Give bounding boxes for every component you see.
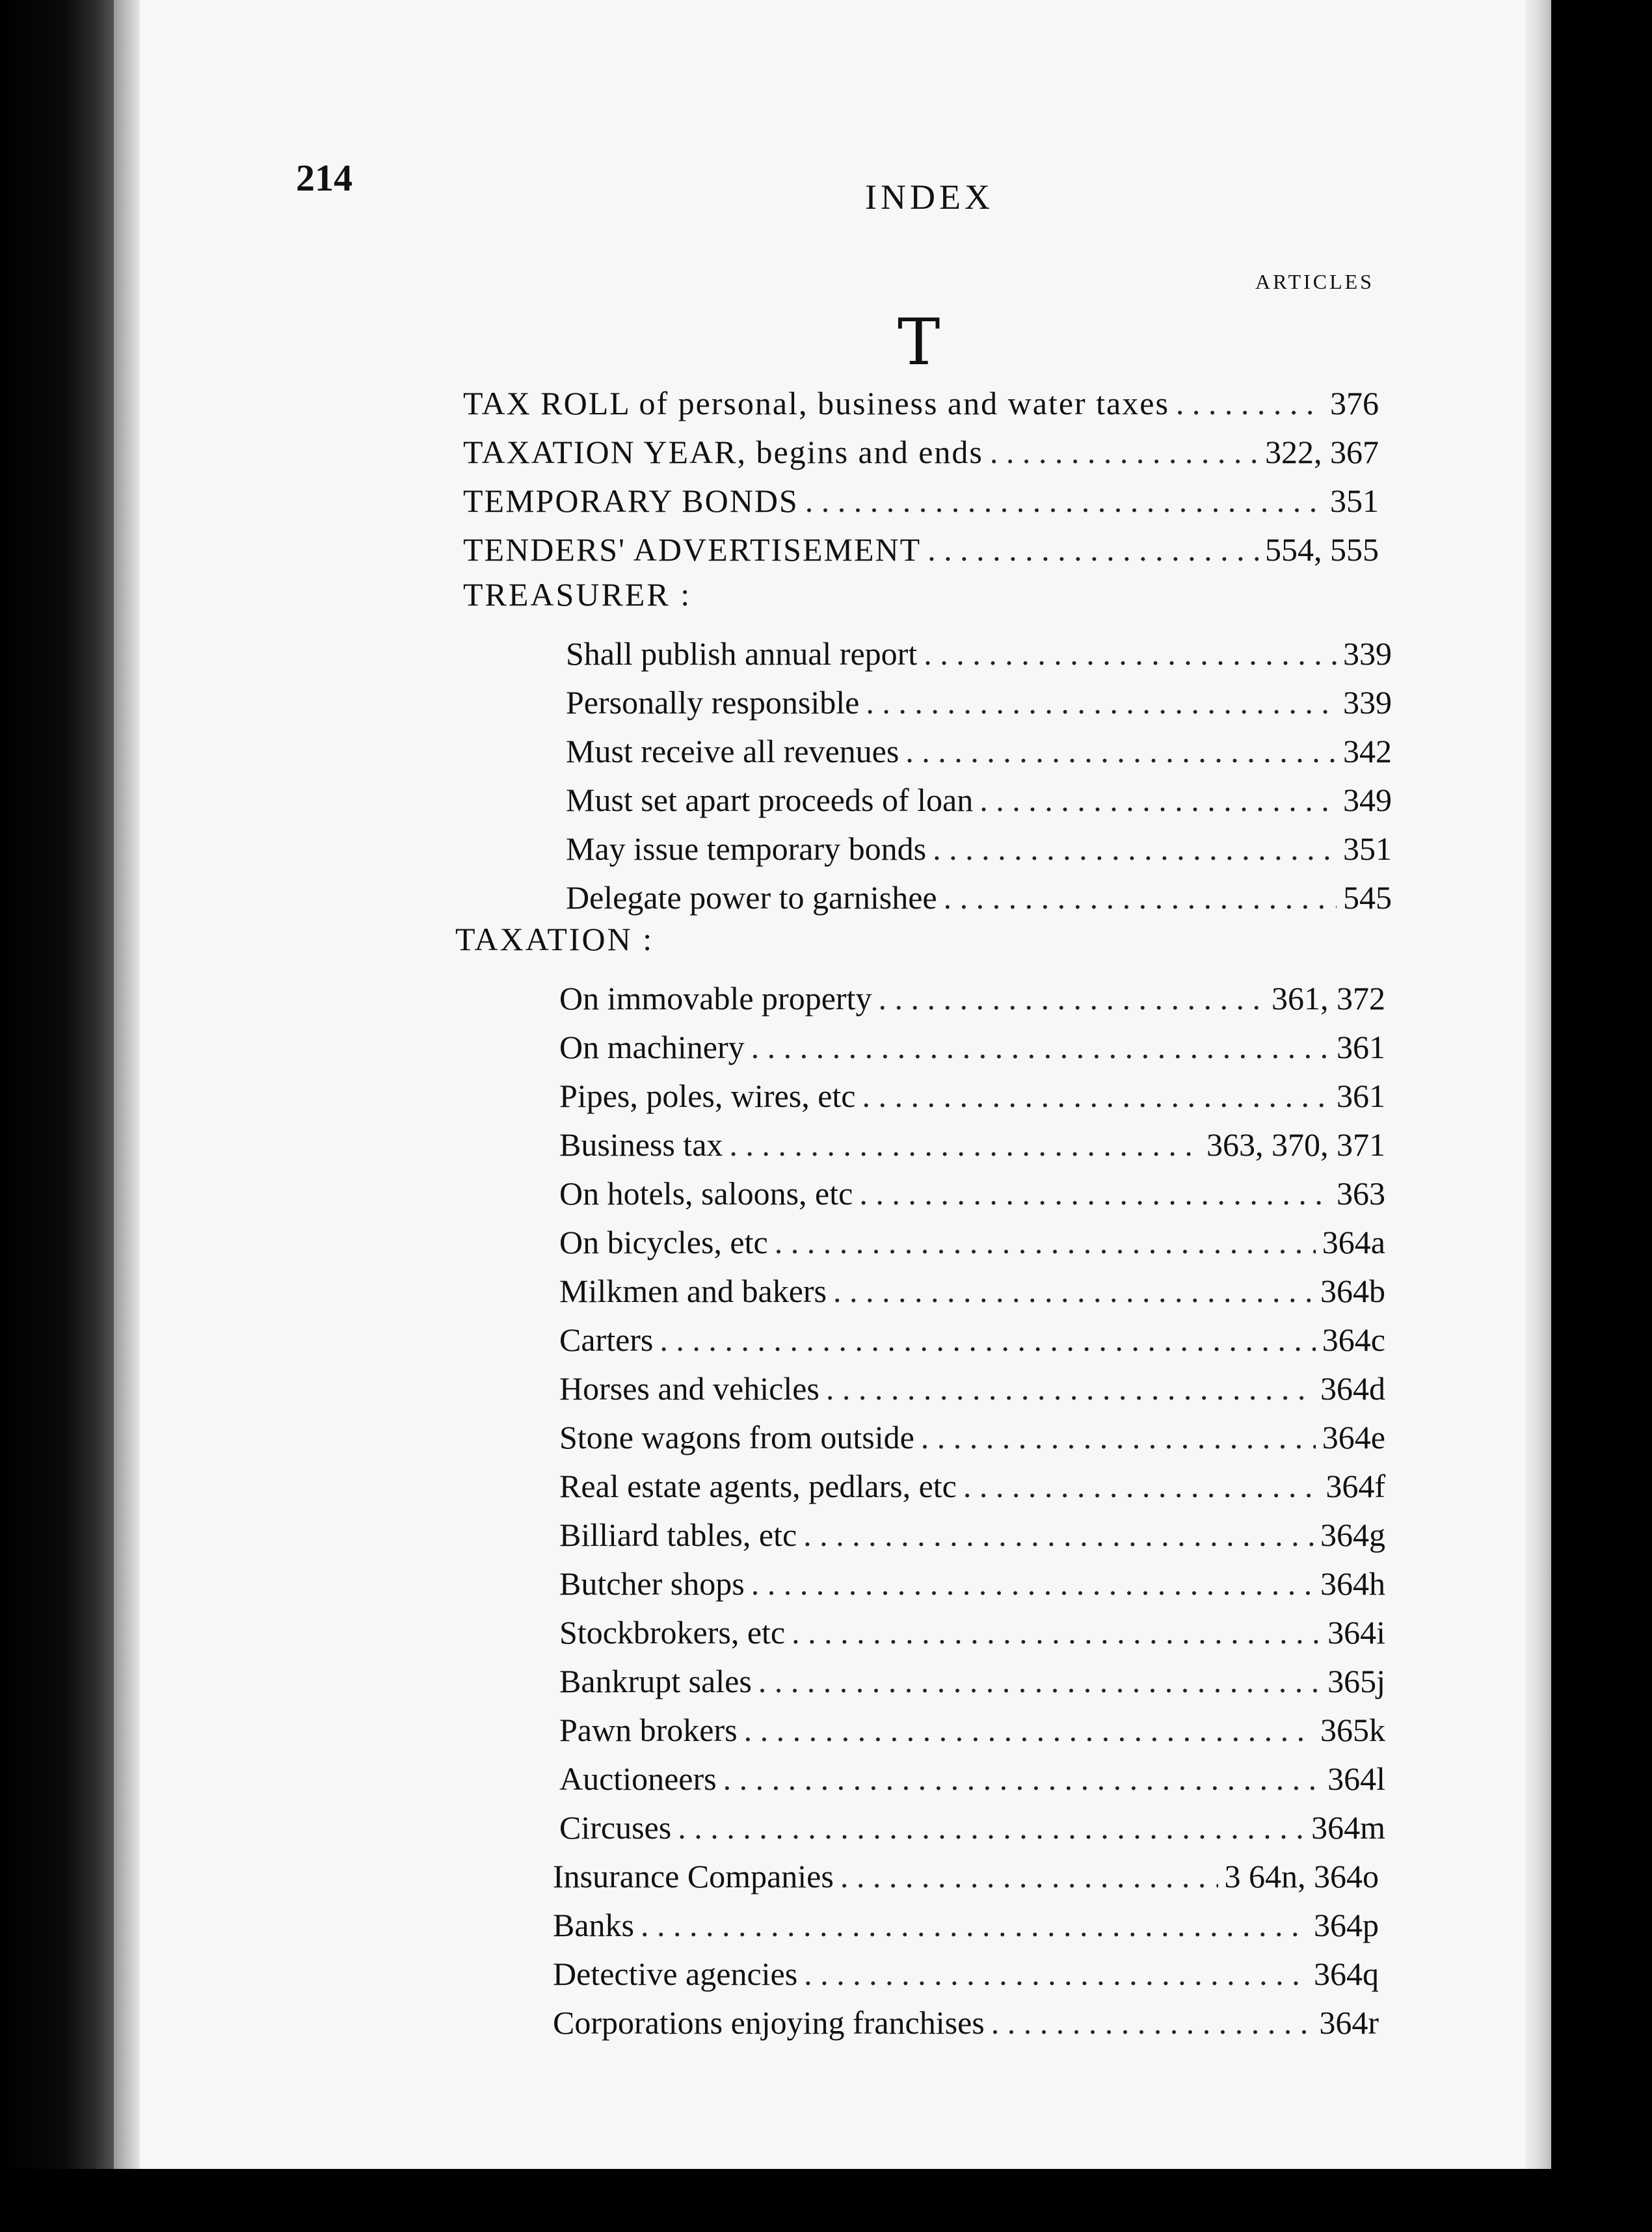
dot-leader xyxy=(921,1418,1316,1457)
entry-reference: 364p xyxy=(1314,1907,1379,1943)
entry-label: TENDERS' ADVERTISEMENT xyxy=(463,531,922,568)
treasurer-item xyxy=(566,780,1392,819)
entry-label: TAX ROLL of personal, business and water taxes xyxy=(463,385,1169,421)
taxation-item xyxy=(559,1613,1385,1652)
entry-reference: 339 xyxy=(1343,635,1392,672)
entry-reference: 351 xyxy=(1330,483,1379,519)
entry-reference: 339 xyxy=(1343,684,1392,721)
dot-leader xyxy=(979,780,1337,819)
entry-label: TEMPORARY BONDS xyxy=(463,483,799,519)
dot-leader xyxy=(905,732,1337,771)
dot-leader xyxy=(944,878,1337,917)
entry-label: Banks xyxy=(553,1907,634,1943)
page-number: 214 xyxy=(296,157,353,199)
articles-column-heading: ARTICLES xyxy=(1255,270,1374,293)
treasurer-item xyxy=(566,634,1392,673)
treasurer-item xyxy=(566,683,1392,722)
entry-reference: 351 xyxy=(1343,830,1392,867)
entry-label: May issue temporary bonds xyxy=(566,830,927,867)
dot-leader xyxy=(678,1808,1305,1847)
entry-reference: 365k xyxy=(1320,1712,1385,1748)
dot-leader xyxy=(803,1515,1314,1554)
dot-leader xyxy=(723,1759,1322,1798)
entry-label: On bicycles, etc xyxy=(559,1224,768,1260)
entry-reference: 364g xyxy=(1320,1517,1385,1553)
entry-reference: 361 xyxy=(1337,1029,1385,1065)
taxation-item xyxy=(559,1028,1385,1067)
entry-reference: 364f xyxy=(1326,1468,1385,1504)
dot-leader xyxy=(758,1662,1321,1701)
dot-leader xyxy=(933,829,1337,868)
dot-leader xyxy=(963,1467,1320,1506)
dot-leader xyxy=(1176,384,1324,423)
index-entry xyxy=(463,530,1379,569)
entry-reference: 322, 367 xyxy=(1265,434,1379,470)
entry-reference: 364q xyxy=(1314,1956,1379,1992)
entry-reference: 364r xyxy=(1319,2004,1379,2041)
entry-label: Real estate agents, pedlars, etc xyxy=(559,1468,957,1504)
taxation-item xyxy=(559,1271,1385,1310)
entry-label: Milkmen and bakers xyxy=(559,1273,827,1309)
taxation-item xyxy=(559,1320,1385,1359)
taxation-item xyxy=(559,1418,1385,1457)
taxation-item xyxy=(559,1369,1385,1408)
taxation-item xyxy=(559,1564,1385,1603)
taxation-item xyxy=(559,1223,1385,1262)
entry-label: On immovable property xyxy=(559,980,872,1016)
dot-leader xyxy=(833,1271,1314,1310)
treasurer-item xyxy=(566,829,1392,868)
dot-leader xyxy=(859,1174,1330,1213)
dot-leader xyxy=(792,1613,1321,1652)
entry-reference: 376 xyxy=(1330,385,1379,421)
entry-reference: 364c xyxy=(1322,1322,1385,1358)
treasurer-item xyxy=(566,878,1392,917)
entry-reference: 364h xyxy=(1320,1565,1385,1602)
entry-label: Pawn brokers xyxy=(559,1712,738,1748)
entry-label: Carters xyxy=(559,1322,654,1358)
taxation-item xyxy=(559,1515,1385,1554)
entry-label: Butcher shops xyxy=(559,1565,745,1602)
taxation-item xyxy=(559,1808,1385,1847)
index-entry xyxy=(463,432,1379,472)
taxation-heading: TAXATION : xyxy=(455,921,654,957)
dot-leader xyxy=(826,1369,1314,1408)
entry-reference: 364d xyxy=(1320,1370,1385,1407)
running-head: INDEX xyxy=(865,178,994,217)
entry-label: Delegate power to garnishee xyxy=(566,879,937,916)
entry-reference: 342 xyxy=(1343,733,1392,769)
taxation-item xyxy=(559,1662,1385,1701)
entry-label: Corporations enjoying franchises xyxy=(553,2004,985,2041)
entry-label: Bankrupt sales xyxy=(559,1663,752,1699)
entry-reference: 364m xyxy=(1311,1809,1385,1846)
dot-leader xyxy=(775,1223,1316,1262)
taxation-item xyxy=(553,1857,1379,1896)
entry-reference: 364b xyxy=(1320,1273,1385,1309)
entry-label: TAXATION YEAR, begins and ends xyxy=(463,434,983,470)
entry-label: Circuses xyxy=(559,1809,672,1846)
taxation-item xyxy=(559,1759,1385,1798)
dot-leader xyxy=(991,2003,1313,2042)
entry-label: Insurance Companies xyxy=(553,1858,834,1894)
taxation-item xyxy=(553,2003,1379,2042)
entry-reference: 3 64n, 364o xyxy=(1224,1858,1379,1894)
dot-leader xyxy=(659,1320,1315,1359)
entry-reference: 361, 372 xyxy=(1272,980,1385,1016)
dot-leader xyxy=(804,1954,1307,1993)
dot-leader xyxy=(744,1710,1314,1749)
entry-reference: 363, 370, 371 xyxy=(1206,1126,1385,1163)
entry-label: Stockbrokers, etc xyxy=(559,1614,786,1651)
taxation-item xyxy=(553,1906,1379,1945)
dot-leader xyxy=(990,432,1259,472)
entry-reference: 554, 555 xyxy=(1265,531,1379,568)
taxation-item xyxy=(559,1076,1385,1115)
dot-leader xyxy=(927,530,1259,569)
entry-label: Pipes, poles, wires, etc xyxy=(559,1078,856,1114)
section-letter: T xyxy=(898,306,940,380)
dot-leader xyxy=(751,1028,1330,1067)
entry-reference: 545 xyxy=(1343,879,1392,916)
index-entry xyxy=(463,481,1379,520)
taxation-item xyxy=(559,1467,1385,1506)
index-entry xyxy=(463,384,1379,423)
entry-reference: 349 xyxy=(1343,782,1392,818)
entry-reference: 364a xyxy=(1322,1224,1385,1260)
entry-reference: 364e xyxy=(1322,1419,1385,1455)
entry-label: On machinery xyxy=(559,1029,745,1065)
entry-label: Horses and vehicles xyxy=(559,1370,819,1407)
entry-reference: 364i xyxy=(1327,1614,1385,1651)
dot-leader xyxy=(805,481,1324,520)
dot-leader xyxy=(641,1906,1307,1945)
dot-leader xyxy=(729,1125,1200,1164)
entry-reference: 365j xyxy=(1327,1663,1385,1699)
taxation-item xyxy=(559,979,1385,1018)
entry-label: Shall publish annual report xyxy=(566,635,918,672)
taxation-item xyxy=(553,1954,1379,1993)
entry-reference: 364l xyxy=(1327,1760,1385,1797)
entry-label: Personally responsible xyxy=(566,684,860,721)
entry-reference: 363 xyxy=(1337,1175,1385,1212)
entry-label: Auctioneers xyxy=(559,1760,717,1797)
entry-label: On hotels, saloons, etc xyxy=(559,1175,853,1212)
dot-leader xyxy=(840,1857,1218,1896)
dot-leader xyxy=(751,1564,1314,1603)
entry-label: Must receive all revenues xyxy=(566,733,899,769)
entry-label: Detective agencies xyxy=(553,1956,798,1992)
dot-leader xyxy=(924,634,1337,673)
entry-label: Stone wagons from outside xyxy=(559,1419,914,1455)
treasurer-item xyxy=(566,732,1392,771)
entry-reference: 361 xyxy=(1337,1078,1385,1114)
entry-label: Must set apart proceeds of loan xyxy=(566,782,974,818)
dot-leader xyxy=(878,979,1265,1018)
taxation-item xyxy=(559,1125,1385,1164)
taxation-item xyxy=(559,1710,1385,1749)
entry-label: Business tax xyxy=(559,1126,723,1163)
dot-leader xyxy=(866,683,1337,722)
treasurer-heading: TREASURER : xyxy=(463,576,692,613)
dot-leader xyxy=(862,1076,1330,1115)
taxation-item xyxy=(559,1174,1385,1213)
entry-label: Billiard tables, etc xyxy=(559,1517,797,1553)
